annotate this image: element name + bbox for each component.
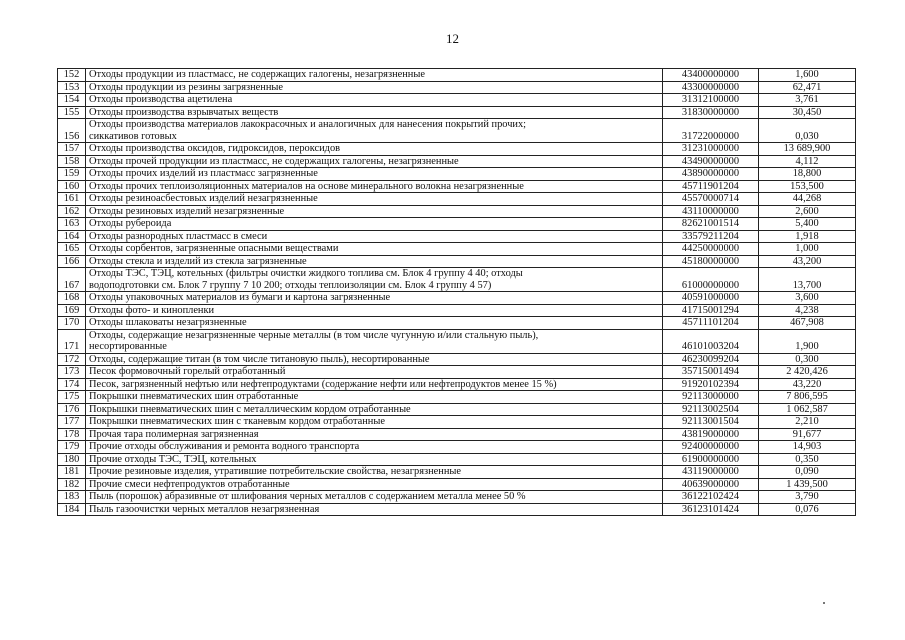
waste-amount: 3,600 bbox=[759, 292, 856, 305]
waste-code: 43490000000 bbox=[663, 155, 759, 168]
waste-code: 43890000000 bbox=[663, 168, 759, 181]
table-row bbox=[58, 243, 856, 256]
table-row bbox=[58, 155, 856, 168]
table-row bbox=[58, 180, 856, 193]
waste-amount: 5,400 bbox=[759, 218, 856, 231]
row-number: 166 bbox=[58, 255, 86, 268]
row-number: 170 bbox=[58, 317, 86, 330]
waste-name bbox=[86, 168, 663, 181]
waste-code: 46230099204 bbox=[663, 353, 759, 366]
row-number: 176 bbox=[58, 403, 86, 416]
row-number: 162 bbox=[58, 205, 86, 218]
row-number: 164 bbox=[58, 230, 86, 243]
waste-code: 31722000000 bbox=[663, 119, 759, 143]
waste-name bbox=[86, 81, 663, 94]
table-row bbox=[58, 441, 856, 454]
waste-code: 92113000000 bbox=[663, 391, 759, 404]
table-row bbox=[58, 403, 856, 416]
waste-code: 45711101204 bbox=[663, 317, 759, 330]
waste-code: 61000000000 bbox=[663, 268, 759, 292]
waste-name-line: несортированные bbox=[89, 341, 167, 352]
row-number: 163 bbox=[58, 218, 86, 231]
table-row bbox=[58, 81, 856, 94]
waste-name bbox=[86, 416, 663, 429]
waste-code: 40639000000 bbox=[663, 478, 759, 491]
waste-code: 45570000714 bbox=[663, 193, 759, 206]
waste-amount: 0,090 bbox=[759, 466, 856, 479]
waste-name-line: Отходы производства оксидов, гидроксидов, пероксидов bbox=[89, 143, 341, 154]
table-row bbox=[58, 119, 856, 143]
waste-name bbox=[86, 218, 663, 231]
waste-name bbox=[86, 205, 663, 218]
waste-name-line: Отходы резиноасбестовых изделий незагрязненные bbox=[89, 193, 318, 204]
waste-name-line: Песок формовочный горелый отработанный bbox=[89, 366, 286, 377]
waste-amount: 1,900 bbox=[759, 329, 856, 353]
row-number: 171 bbox=[58, 329, 86, 353]
waste-code: 61900000000 bbox=[663, 453, 759, 466]
waste-name-line: Отходы производства взрывчатых веществ bbox=[89, 106, 279, 118]
table-body bbox=[58, 69, 856, 516]
waste-name-line: Отходы прочих теплоизоляционных материалов на основе минерального волокна незагрязненные bbox=[89, 180, 524, 192]
waste-name bbox=[86, 317, 663, 330]
waste-code: 82621001514 bbox=[663, 218, 759, 231]
waste-code: 33579211204 bbox=[663, 230, 759, 243]
waste-amount: 13,700 bbox=[759, 268, 856, 292]
row-number: 174 bbox=[58, 378, 86, 391]
row-number: 153 bbox=[58, 81, 86, 94]
waste-name-line: Отходы фото- и кинопленки bbox=[89, 304, 215, 316]
table-row bbox=[58, 230, 856, 243]
table-row bbox=[58, 329, 856, 353]
waste-name-line: Пыль (порошок) абразивные от шлифования черных металлов с содержанием металла менее 50 % bbox=[89, 491, 526, 502]
waste-name-line: Прочая тара полимерная загрязненная bbox=[89, 428, 259, 440]
table-row bbox=[58, 168, 856, 181]
waste-name bbox=[86, 466, 663, 479]
waste-name bbox=[86, 292, 663, 305]
table-row bbox=[58, 378, 856, 391]
row-number: 184 bbox=[58, 503, 86, 516]
table-row bbox=[58, 304, 856, 317]
row-number: 155 bbox=[58, 106, 86, 119]
row-number: 158 bbox=[58, 155, 86, 168]
waste-name bbox=[86, 230, 663, 243]
waste-name-line: Отходы продукции из резины загрязненные bbox=[89, 81, 284, 93]
row-number: 160 bbox=[58, 180, 86, 193]
waste-name bbox=[86, 304, 663, 317]
waste-name-line: Отходы, содержащие незагрязненные черные металлы (в том числе чугунную и/или стальную пыль), bbox=[89, 329, 539, 341]
row-number: 173 bbox=[58, 366, 86, 379]
table-row bbox=[58, 353, 856, 366]
waste-code: 46101003204 bbox=[663, 329, 759, 353]
waste-amount: 14,903 bbox=[759, 441, 856, 454]
row-number: 172 bbox=[58, 353, 86, 366]
waste-code: 92400000000 bbox=[663, 441, 759, 454]
waste-name-line: Отходы упаковочных материалов из бумаги и картона загрязненные bbox=[89, 292, 391, 303]
waste-name-line: Отходы прочих изделий из пластмасс загрязненные bbox=[89, 168, 318, 179]
table-row bbox=[58, 428, 856, 441]
waste-amount: 43,200 bbox=[759, 255, 856, 268]
table-row bbox=[58, 143, 856, 156]
waste-table bbox=[57, 68, 856, 516]
table-row bbox=[58, 94, 856, 107]
waste-amount: 43,220 bbox=[759, 378, 856, 391]
waste-amount: 1,918 bbox=[759, 230, 856, 243]
table-row bbox=[58, 317, 856, 330]
row-number: 175 bbox=[58, 391, 86, 404]
waste-code: 43119000000 bbox=[663, 466, 759, 479]
waste-name bbox=[86, 441, 663, 454]
row-number: 183 bbox=[58, 491, 86, 504]
waste-amount: 3,790 bbox=[759, 491, 856, 504]
table-row bbox=[58, 292, 856, 305]
table-row bbox=[58, 453, 856, 466]
waste-name bbox=[86, 366, 663, 379]
row-number: 165 bbox=[58, 243, 86, 256]
waste-amount: 18,800 bbox=[759, 168, 856, 181]
waste-amount: 0,030 bbox=[759, 119, 856, 143]
waste-code: 43400000000 bbox=[663, 69, 759, 82]
waste-code: 35715001494 bbox=[663, 366, 759, 379]
waste-name-line: Отходы рубероида bbox=[89, 218, 172, 229]
waste-name bbox=[86, 503, 663, 516]
row-number: 182 bbox=[58, 478, 86, 491]
waste-amount: 30,450 bbox=[759, 106, 856, 119]
table-row bbox=[58, 416, 856, 429]
waste-code: 45180000000 bbox=[663, 255, 759, 268]
table-row bbox=[58, 466, 856, 479]
waste-name-line: Прочие резиновые изделия, утратившие потребительские свойства, незагрязненные bbox=[89, 466, 461, 477]
table-row bbox=[58, 193, 856, 206]
table-row bbox=[58, 503, 856, 516]
waste-name-line: Отходы резиновых изделий незагрязненные bbox=[89, 205, 285, 217]
waste-code: 44250000000 bbox=[663, 243, 759, 256]
waste-name bbox=[86, 478, 663, 491]
table-row bbox=[58, 491, 856, 504]
waste-amount: 1 062,587 bbox=[759, 403, 856, 416]
waste-amount: 2,210 bbox=[759, 416, 856, 429]
table-row bbox=[58, 255, 856, 268]
waste-code: 36123101424 bbox=[663, 503, 759, 516]
waste-name bbox=[86, 353, 663, 366]
waste-code: 40591000000 bbox=[663, 292, 759, 305]
table-row bbox=[58, 69, 856, 82]
page-number: 12 bbox=[446, 31, 459, 46]
row-number: 179 bbox=[58, 441, 86, 454]
row-number: 159 bbox=[58, 168, 86, 181]
waste-name bbox=[86, 193, 663, 206]
waste-amount: 2,600 bbox=[759, 205, 856, 218]
waste-code: 43819000000 bbox=[663, 428, 759, 441]
waste-name bbox=[86, 69, 663, 82]
table-row bbox=[58, 391, 856, 404]
waste-code: 43300000000 bbox=[663, 81, 759, 94]
waste-code: 31231000000 bbox=[663, 143, 759, 156]
waste-amount: 1 439,500 bbox=[759, 478, 856, 491]
waste-name-line: Отходы разнородных пластмасс в смеси bbox=[89, 230, 268, 242]
table-row bbox=[58, 366, 856, 379]
waste-amount: 0,350 bbox=[759, 453, 856, 466]
waste-amount: 13 689,900 bbox=[759, 143, 856, 156]
waste-name-line: Отходы сорбентов, загрязненные опасными веществами bbox=[89, 243, 339, 254]
table-row bbox=[58, 205, 856, 218]
waste-name bbox=[86, 180, 663, 193]
waste-amount: 44,268 bbox=[759, 193, 856, 206]
waste-amount: 0,076 bbox=[759, 503, 856, 516]
row-number: 152 bbox=[58, 69, 86, 82]
table-row bbox=[58, 268, 856, 292]
waste-amount: 1,600 bbox=[759, 69, 856, 82]
waste-amount: 1,000 bbox=[759, 243, 856, 256]
waste-code: 36122102424 bbox=[663, 491, 759, 504]
waste-amount: 0,300 bbox=[759, 353, 856, 366]
waste-name bbox=[86, 255, 663, 268]
waste-name bbox=[86, 94, 663, 107]
table-row bbox=[58, 478, 856, 491]
waste-name-line: Покрышки пневматических шин отработанные bbox=[89, 391, 299, 402]
row-number: 154 bbox=[58, 94, 86, 107]
row-number: 180 bbox=[58, 453, 86, 466]
waste-code: 31830000000 bbox=[663, 106, 759, 119]
row-number: 177 bbox=[58, 416, 86, 429]
waste-name-line: Отходы производства ацетилена bbox=[89, 94, 233, 105]
table-row bbox=[58, 218, 856, 231]
waste-name-line: водоподготовки см. Блок 7 группу 7 10 200; отходы теплоизоляции см. Блок 4 группу 4 57) bbox=[89, 279, 492, 291]
waste-name bbox=[86, 119, 663, 143]
waste-code: 91920102394 bbox=[663, 378, 759, 391]
page-speck bbox=[823, 602, 825, 604]
waste-code: 92113001504 bbox=[663, 416, 759, 429]
waste-name-line: Отходы стекла и изделий из стекла загрязненные bbox=[89, 255, 307, 267]
waste-name-line: Прочие отходы ТЭС, ТЭЦ, котельных bbox=[89, 453, 257, 465]
waste-name bbox=[86, 491, 663, 504]
waste-amount: 4,112 bbox=[759, 155, 856, 168]
waste-name bbox=[86, 403, 663, 416]
waste-name-line: Покрышки пневматических шин с металлическим кордом отработанные bbox=[89, 403, 411, 415]
waste-name bbox=[86, 155, 663, 168]
waste-name bbox=[86, 453, 663, 466]
waste-name-line: Прочие смеси нефтепродуктов отработанные bbox=[89, 478, 290, 490]
waste-name bbox=[86, 378, 663, 391]
waste-name-line: Прочие отходы обслуживания и ремонта водного транспорта bbox=[89, 441, 360, 452]
waste-amount: 7 806,595 bbox=[759, 391, 856, 404]
waste-code: 41715001294 bbox=[663, 304, 759, 317]
row-number: 178 bbox=[58, 428, 86, 441]
waste-name bbox=[86, 243, 663, 256]
waste-name-line: Отходы, содержащие титан (в том числе титановую пыль), несортированные bbox=[89, 353, 430, 365]
waste-name bbox=[86, 143, 663, 156]
waste-name-line: Покрышки пневматических шин с тканевым кордом отработанные bbox=[89, 416, 385, 427]
row-number: 181 bbox=[58, 466, 86, 479]
row-number: 167 bbox=[58, 268, 86, 292]
waste-name-line: Отходы производства материалов лакокрасочных и аналогичных для нанесения покрытий прочих; bbox=[89, 119, 527, 130]
waste-amount: 467,908 bbox=[759, 317, 856, 330]
table-row bbox=[58, 106, 856, 119]
waste-amount: 3,761 bbox=[759, 94, 856, 107]
waste-code: 31312100000 bbox=[663, 94, 759, 107]
waste-name-line: Отходы ТЭС, ТЭЦ, котельных (фильтры очистки жидкого топлива см. Блок 4 группу 4 40; отходы bbox=[89, 268, 523, 279]
waste-amount: 91,677 bbox=[759, 428, 856, 441]
waste-code: 92113002504 bbox=[663, 403, 759, 416]
waste-amount: 153,500 bbox=[759, 180, 856, 193]
waste-code: 43110000000 bbox=[663, 205, 759, 218]
waste-amount: 2 420,426 bbox=[759, 366, 856, 379]
waste-name-line: сиккативов готовых bbox=[89, 130, 177, 142]
waste-name bbox=[86, 428, 663, 441]
row-number: 157 bbox=[58, 143, 86, 156]
waste-name-line: Песок, загрязненный нефтью или нефтепродуктами (содержание нефти или нефтепродуктов менее 15 %) bbox=[89, 378, 557, 390]
row-number: 168 bbox=[58, 292, 86, 305]
waste-amount: 4,238 bbox=[759, 304, 856, 317]
waste-name bbox=[86, 391, 663, 404]
waste-amount: 62,471 bbox=[759, 81, 856, 94]
waste-name-line: Отходы шлаковаты незагрязненные bbox=[89, 317, 247, 328]
waste-code: 45711901204 bbox=[663, 180, 759, 193]
row-number: 161 bbox=[58, 193, 86, 206]
waste-name bbox=[86, 106, 663, 119]
waste-name-line: Пыль газоочистки черных металлов незагрязненная bbox=[89, 503, 320, 515]
waste-name-line: Отходы продукции из пластмасс, не содержащих галогены, незагрязненные bbox=[89, 69, 425, 80]
waste-name-line: Отходы прочей продукции из пластмасс, не содержащих галогены, незагрязненные bbox=[89, 155, 459, 167]
waste-name bbox=[86, 268, 663, 292]
row-number: 156 bbox=[58, 119, 86, 143]
waste-name bbox=[86, 329, 663, 353]
row-number: 169 bbox=[58, 304, 86, 317]
